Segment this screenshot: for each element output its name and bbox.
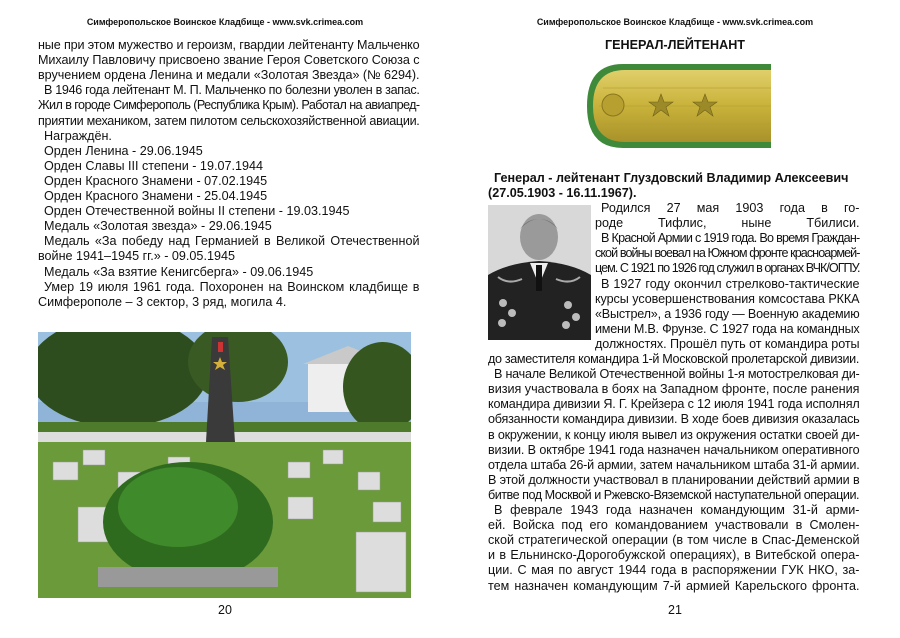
text-line: приятии механиком, затем пилотом сельскохозяйственной авиации. <box>38 113 420 128</box>
text-line: курсы усовершенствования комсостава РККА <box>595 291 860 306</box>
text-line: войне 1941–1945 гг.» - 09.05.1945 <box>38 249 235 264</box>
text-line: Медаль «За победу над Германией в Великой Отечественной <box>44 234 420 249</box>
text-line: Генерал - лейтенант Глуздовский Владимир Алексеевич <box>494 171 849 185</box>
text-line: (27.05.1903 - 16.11.1967). <box>488 186 637 200</box>
text-line: ской стратегической операции (в том числе в Спас-Деменской <box>488 533 860 548</box>
text-line: В феврале 1943 года назначен командующим 31-й арми- <box>494 503 860 517</box>
text-line: ской войны воевал на Южном фронте красноармей- <box>595 246 860 261</box>
text-line: Медаль «За взятие Кенигсберга» - 09.06.1945 <box>44 264 314 279</box>
epaulette-image <box>583 58 771 155</box>
left-running-header: Симферопольское Воинское Кладбище - www.svk.crimea.com <box>86 17 364 27</box>
text-line: и в Ельнинско-Дорогобужской операциях), в Витебской опера- <box>488 548 860 563</box>
page-number-right: 21 <box>668 603 682 617</box>
text-line: отдела штаба 26-й армии, затем начальником штаба 31-й армии. <box>488 457 860 472</box>
text-line: ные при этом мужество и героизм, гвардии лейтенанту Мальченко <box>38 38 420 52</box>
section-title: ГЕНЕРАЛ-ЛЕЙТЕНАНТ <box>605 38 745 52</box>
text-line: в окружении, к концу июля вывел из окружения остатки своей ди- <box>488 427 860 442</box>
text-line: должностях. Прошёл путь от командира роты <box>595 336 860 351</box>
button-icon <box>602 94 624 116</box>
text-line: Орден Ленина - 29.06.1945 <box>44 143 203 158</box>
text-line: «Выстрел», а 1936 году — Военную академию <box>595 306 860 321</box>
text-line: имени М.В. Фрунзе. С 1927 года на командных <box>595 321 860 336</box>
text-line: В 1946 года лейтенант М. П. Мальченко по болезни уволен в запас. <box>44 83 420 98</box>
text-line: визия участвовала в боях на Западном фронте, после ранения <box>488 382 860 397</box>
text-line: командира дивизии Я. Г. Крейзера с 12 июля 1941 года исполнял <box>488 397 860 412</box>
cemetery-photo <box>38 332 411 598</box>
text-line: Жил в городе Симферополь (Республика Крым). Работал на авиапред- <box>38 98 420 113</box>
text-line: обязанности командира дивизии. В ходе боев дивизия оказалась <box>488 412 860 427</box>
text-line: Медаль «Золотая звезда» - 29.06.1945 <box>44 219 272 234</box>
text-line: ей. Войска под его командованием участвовали в Смолен- <box>488 518 860 533</box>
text-line: В Красной Армии с 1919 года. Во время Граждан- <box>601 231 860 246</box>
text-line: ции. С мая по август 1944 года в распоряжении ГУК НКО, за- <box>488 563 860 578</box>
text-line: Орден Славы III степени - 19.07.1944 <box>44 158 263 173</box>
text-line: битве под Москвой и Ржевско-Вяземской наступательной операции. <box>488 487 860 502</box>
text-line: Умер 19 июля 1961 года. Похоронен на Воинском кладбище в <box>44 279 420 294</box>
page-number-left: 20 <box>218 603 232 617</box>
text-line: В этой должности участвовал в планировании действий армии в <box>488 472 860 487</box>
text-line: Орден Отечественной войны II степени - 19.03.1945 <box>44 204 350 219</box>
text-line: вручением ордена Ленина и медали «Золотая Звезда» (№ 6294). <box>38 68 420 83</box>
text-line: Михаилу Павловичу присвоено звание Героя Советского Союза с <box>38 53 420 68</box>
text-line: Награждён. <box>44 128 112 143</box>
text-line: цем. С 1921 по 1926 год служил в органах ВЧК/ОГПУ. <box>595 261 860 276</box>
text-line: Симферополе – 3 сектор, 3 ряд, могила 4. <box>38 294 287 309</box>
text-line: тем назначен командующим 7-й армией Карельского фронта. <box>488 578 860 593</box>
text-line: В начале Великой Отечественной войны 1-я мотострелковая ди- <box>494 367 860 382</box>
text-line: визии. В октябре 1941 года назначен начальником оперативного <box>488 442 860 457</box>
text-line: роде Тифлис, ныне Тбилиси. <box>595 216 860 231</box>
portrait-photo <box>488 205 591 340</box>
text-line: В 1927 году окончил стрелково-тактические <box>601 276 860 291</box>
text-line: до заместителя командира 1-й Московской пролетарской дивизии. <box>488 352 859 366</box>
text-line: Родился 27 мая 1903 года в го- <box>601 201 860 215</box>
right-running-header: Симферопольское Воинское Кладбище - www.svk.crimea.com <box>536 17 814 27</box>
text-line: Орден Красного Знамени - 07.02.1945 <box>44 173 268 188</box>
text-line: Орден Красного Знамени - 25.04.1945 <box>44 189 268 203</box>
